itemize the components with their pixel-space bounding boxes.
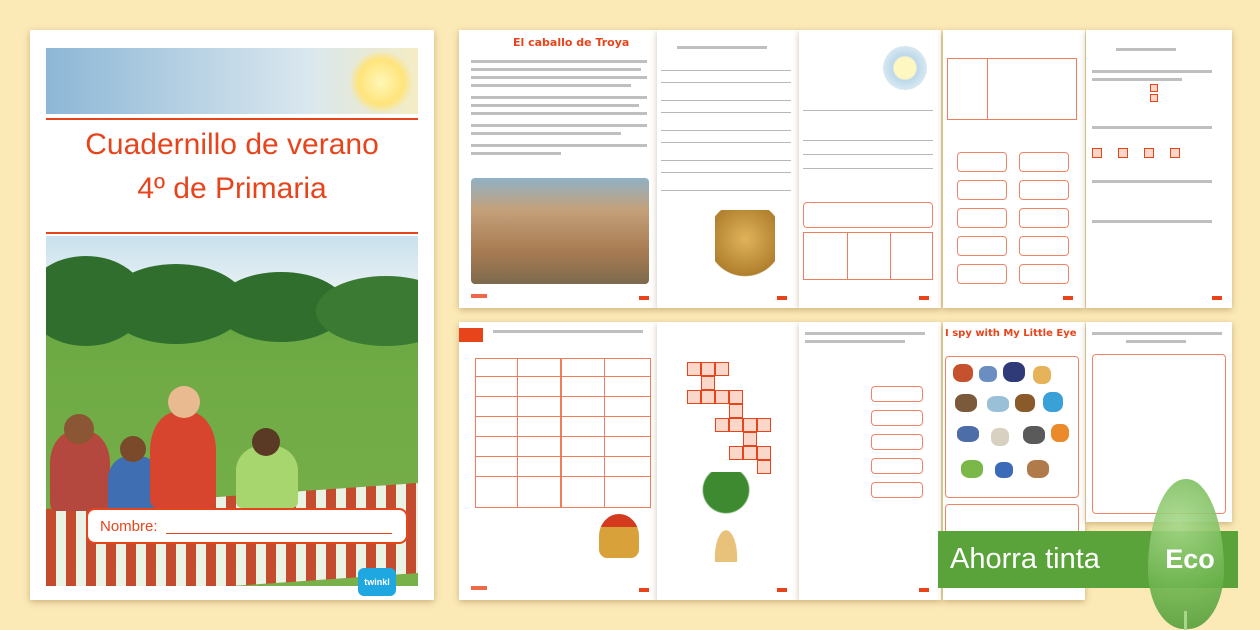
sky-banner [46,48,418,114]
worksheet-title: El caballo de Troya [513,36,630,49]
eco-label: Eco [1165,544,1215,574]
trojan-horse-image [715,210,775,282]
city-image [471,178,649,284]
worksheet-questions [657,30,799,308]
twinkl-logo: twinkl [358,568,396,596]
roman-helmet-image [599,514,639,558]
sun-icon [883,46,927,90]
ink-saving-badge [938,531,1238,588]
worksheet-title: I spy with My Little Eye [945,328,1077,339]
sun-icon [348,52,414,112]
worksheet-drawing [1086,322,1232,522]
name-label: Nombre: [100,517,158,535]
cover-title-line1: Cuadernillo de verano [85,128,379,161]
worksheet-syllables [943,30,1085,308]
name-field[interactable] [86,508,408,544]
cover-page [30,30,434,600]
worksheet-problems [1086,30,1232,308]
palm-island-image [691,472,761,562]
divider [46,118,418,120]
cover-title-line2: 4º de Primaria [137,172,327,205]
worksheet-wordtable [799,30,941,308]
worksheet-roman-numerals [459,322,657,600]
ink-saving-label: Ahorra tinta [950,543,1100,575]
worksheet-troya [459,30,657,308]
worksheet-matching [799,322,941,600]
divider [46,232,418,234]
worksheet-crossword [657,322,799,600]
